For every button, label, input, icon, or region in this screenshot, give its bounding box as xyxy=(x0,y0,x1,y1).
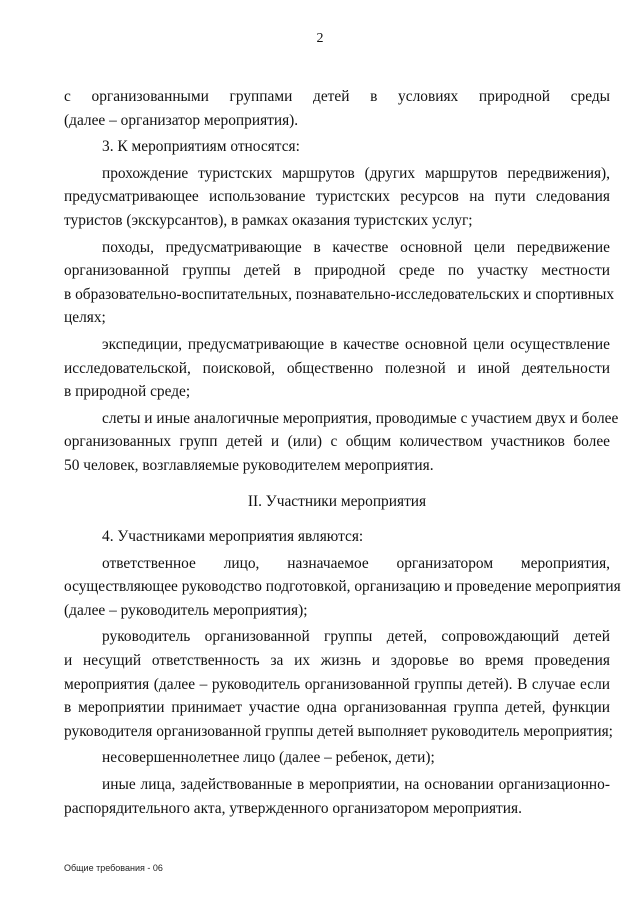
text-line: распорядительного акта, утвержденного организатором мероприятия. xyxy=(64,799,522,817)
text-line: экспедиции, предусматривающие в качестве основной цели осуществление xyxy=(102,335,610,353)
paragraph-rallies xyxy=(64,407,619,478)
paragraph-tourist-routes xyxy=(64,162,610,233)
text-line: прохождение туристских маршрутов (других маршрутов передвижения), xyxy=(102,164,610,182)
paragraph-group-leader xyxy=(64,625,613,743)
section-heading: II. Участники мероприятия xyxy=(247,492,427,510)
text-line: походы, предусматривающие в качестве основной цели передвижение xyxy=(102,238,610,256)
text-line: в природной среде; xyxy=(64,383,191,401)
text-line: несовершеннолетнее лицо (далее – ребенок, дети); xyxy=(102,749,435,767)
paragraph-responsible-person xyxy=(64,552,621,623)
text-line: с организованными группами детей в условиях природной среды xyxy=(64,88,610,105)
text-line: 3. К мероприятиям относятся: xyxy=(102,138,300,156)
text-line: слеты и иные аналогичные мероприятия, проводимые с участием двух и более xyxy=(102,409,619,427)
document-body xyxy=(64,85,621,823)
text-line: ответственное лицо, назначаемое организатором мероприятия, xyxy=(102,554,610,572)
page-number: 2 xyxy=(316,31,324,46)
text-line: и несущий ответственность за их жизнь и здоровье во время проведения xyxy=(64,652,610,670)
paragraph-minor xyxy=(64,746,610,770)
text-line: организованных групп детей и (или) с общим количеством участников более xyxy=(64,433,610,451)
page-footer: Общие требования - 06 xyxy=(64,863,163,873)
text-line: руководителя организованной группы детей выполняет руководитель мероприятия; xyxy=(64,722,613,740)
text-line: осуществляющее руководство подготовкой, организацию и проведение мероприятия xyxy=(64,578,621,596)
text-line: руководитель организованной группы детей, сопровождающий детей xyxy=(102,628,610,646)
text-line: организованной группы детей в природной среде по участку местности xyxy=(64,262,610,280)
text-line: 4. Участниками мероприятия являются: xyxy=(102,528,364,546)
text-line: 50 человек, возглавляемые руководителем мероприятия. xyxy=(64,456,434,474)
paragraph-continuation xyxy=(64,85,610,132)
text-line: предусматривающее использование туристских ресурсов на пути следования xyxy=(64,188,610,206)
text-line: целях; xyxy=(64,309,106,327)
paragraph-expeditions xyxy=(64,333,610,404)
text-line: в мероприятии принимает участие одна организованная группа детей, функции xyxy=(64,699,610,717)
text-line: иные лица, задействованные в мероприятии, на основании организационно- xyxy=(102,776,610,794)
paragraph-other-persons xyxy=(64,773,610,820)
paragraph-item-3 xyxy=(64,135,610,159)
text-line: туристов (экскурсантов), в рамках оказания туристских услуг; xyxy=(64,211,473,229)
paragraph-item-4 xyxy=(64,525,610,549)
paragraph-hikes xyxy=(64,236,615,330)
text-line: (далее – организатор мероприятия). xyxy=(64,111,299,129)
text-line: исследовательской, поисковой, общественно полезной и иной деятельности xyxy=(64,359,610,377)
text-line: (далее – руководитель мероприятия); xyxy=(64,601,308,619)
text-line: мероприятия (далее – руководитель организованной группы детей). В случае если xyxy=(64,675,610,693)
text-line: в образовательно-воспитательных, познавательно-исследовательских и спортивных xyxy=(64,285,615,303)
